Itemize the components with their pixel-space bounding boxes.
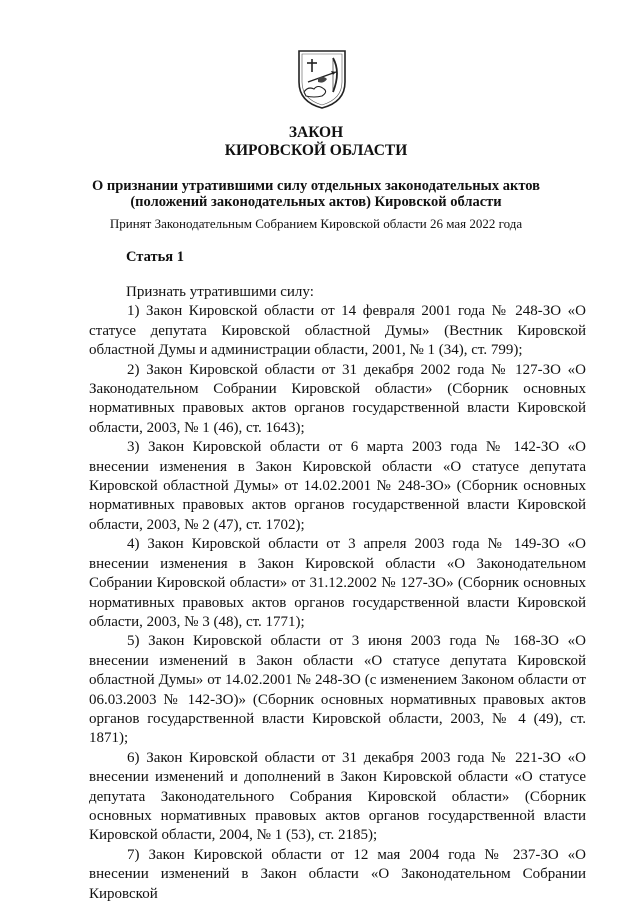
adoption-note: Принят Законодательным Собранием Кировской области 26 мая 2022 года: [109, 216, 523, 231]
kirov-oblast-coat-of-arms-icon: [296, 48, 348, 110]
law-item: 2) Закон Кировской области от 31 декабря 2002 года № 127-ЗО «О Законодательном Собрании Кировской области» (Сборник основных нормативных правовых актов органов государственной власти Кировской области, 2003, № 1 (46), ст. 1643);: [89, 361, 586, 436]
law-item: 1) Закон Кировской области от 14 февраля 2001 года № 248-ЗО «О статусе депутата Кировской областной Думы» (Вестник Кировской областной Думы и администрации области, 2001, № 1 (34), ст. 799);: [89, 303, 586, 359]
law-item: 7) Закон Кировской области от 12 мая 2004 года № 237-ЗО «О внесении изменений в Закон области «О Законодательном Собрании Кировской: [89, 846, 586, 902]
article-body: [89, 283, 586, 904]
law-subtitle-line1: О признании утратившими силу отдельных законодательных актов: [91, 178, 540, 194]
law-item: 3) Закон Кировской области от 6 марта 2003 года № 142-ЗО «О внесении изменения в Закон Кировской области «О статусе депутата Кировской областной Думы» от 14.02.2001 № 248-ЗО» (Сборник основных нормативных правовых актов органов государственной власти Кировской области, 2003, № 2 (47), ст. 1702);: [89, 439, 586, 533]
law-title-line2: КИРОВСКОЙ ОБЛАСТИ: [224, 142, 408, 159]
law-item: 5) Закон Кировской области от 3 июня 2003 года № 168-ЗО «О внесении изменений в Закон области «О статусе депутата Кировской областной Думы» от 14.02.2001 № 248-ЗО (с изменением Законом области от 06.03.2003 № 142-ЗО)» (Сборник основных нормативных правовых актов органов государственной власти Кировской области, 2003, № 4 (49), ст. 1871);: [89, 633, 586, 747]
law-title-line1: ЗАКОН: [288, 124, 344, 141]
law-item: 4) Закон Кировской области от 3 апреля 2003 года № 149-ЗО «О внесении изменения в Закон Кировской области «О Законодательном Собрании Кировской области» от 31.12.2002 № 127-ЗО» (Сборник основных нормативных правовых актов органов государственной власти Кировской области, 2003, № 3 (48), ст. 1771);: [89, 536, 586, 630]
article-intro: Признать утратившими силу:: [126, 284, 314, 300]
law-item: 6) Закон Кировской области от 31 декабря 2003 года № 221-ЗО «О внесении изменений и дополнений в Закон Кировской области «О статусе депутата Законодательного Собрания Кировской области» (Сборник основных нормативных правовых актов органов государственной власти Кировской области, 2004, № 1 (53), ст. 2185);: [89, 749, 586, 844]
article-heading: Статья 1: [126, 249, 184, 265]
law-subtitle-line2: (положений законодательных актов) Кировской области: [130, 194, 502, 210]
